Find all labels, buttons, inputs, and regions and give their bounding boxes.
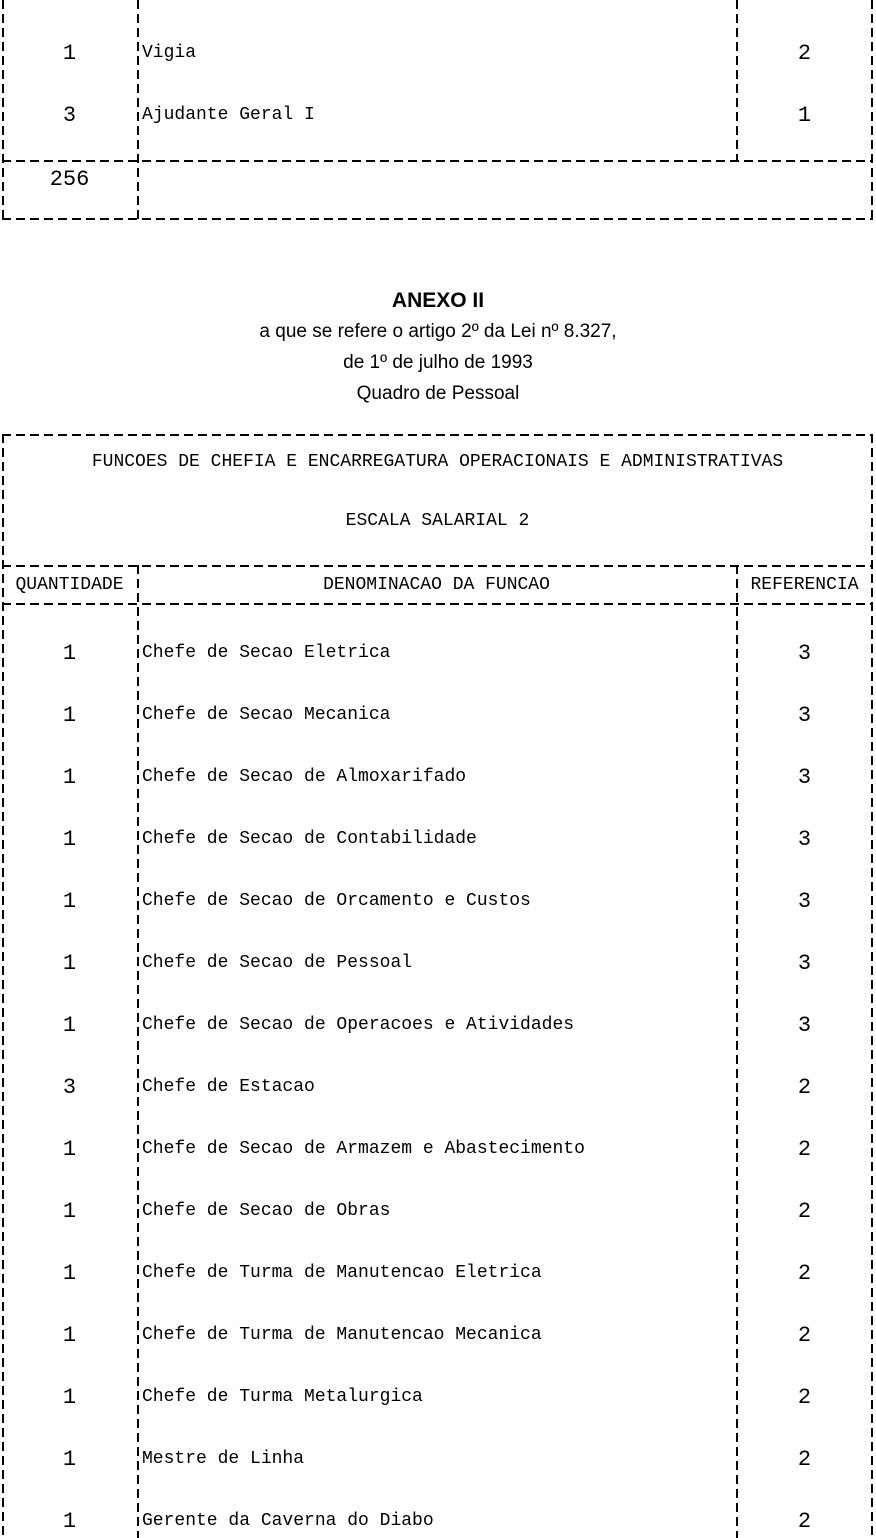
header-row [2,565,873,605]
table-row [2,808,873,870]
quantity-cell: 3 [62,1074,77,1100]
reference-cell: 2 [797,40,812,66]
annex-subtitle: Quadro de Pessoal [356,383,520,404]
table2-top-border [2,434,873,436]
annex-heading [0,285,876,409]
quantity-cell: 1 [62,1260,77,1286]
reference-cell: 2 [797,1074,812,1100]
quantity-cell: 1 [62,1198,77,1224]
quantity-cell: 1 [62,764,77,790]
table-row [2,870,873,932]
reference-cell: 2 [797,1198,812,1224]
denomination-cell: Chefe de Secao de Operacoes e Atividades [142,1015,575,1035]
total-quantity-cell: 256 [49,167,90,192]
table1-total-row-divider [2,160,873,162]
denomination-cell: Chefe de Secao Eletrica [142,643,391,663]
reference-cell: 2 [797,1384,812,1410]
quantity-cell: 1 [62,1136,77,1162]
quantity-cell: 1 [62,1384,77,1410]
quantity-cell: 1 [62,40,77,66]
denomination-cell: Chefe de Secao de Orcamento e Custos [142,891,531,911]
table1-bottom-border [2,218,873,220]
reference-cell: 1 [797,102,812,128]
quantity-cell: 1 [62,640,77,666]
quantity-cell: 1 [62,826,77,852]
reference-cell: 2 [797,1446,812,1472]
table-row [2,1366,873,1428]
denomination-cell: Mestre de Linha [142,1449,305,1469]
reference-cell: 2 [797,1260,812,1286]
table1-body [2,22,873,146]
denomination-cell: Chefe de Secao de Pessoal [142,953,413,973]
reference-cell: 3 [797,702,812,728]
table-row [2,84,873,146]
reference-cell: 3 [797,640,812,666]
denomination-cell: Vigia [142,43,197,63]
quantity-cell: 1 [62,1446,77,1472]
reference-cell: 3 [797,826,812,852]
denomination-cell: Ajudante Geral I [142,105,315,125]
quantity-cell: 1 [62,1012,77,1038]
quantity-cell: 1 [62,888,77,914]
column-header-quantidade: QUANTIDADE [15,575,124,595]
quantity-cell: 3 [62,102,77,128]
table2-body [2,622,873,1538]
reference-cell: 3 [797,950,812,976]
denomination-cell: Gerente da Caverna do Diabo [142,1511,434,1531]
denomination-cell: Chefe de Secao de Armazem e Abastecimento [142,1139,585,1159]
table2-subtitle: ESCALA SALARIAL 2 [345,511,530,531]
denomination-cell: Chefe de Secao Mecanica [142,705,391,725]
annex-date-line: de 1º de julho de 1993 [343,352,533,373]
reference-cell: 3 [797,764,812,790]
column-header-denominacao: DENOMINACAO DA FUNCAO [323,575,550,595]
table-row [2,1490,873,1538]
table-row [2,1304,873,1366]
quantity-cell: 1 [62,702,77,728]
denomination-cell: Chefe de Secao de Contabilidade [142,829,477,849]
table-row [2,1056,873,1118]
table-row [2,1428,873,1490]
table2-title: FUNCOES DE CHEFIA E ENCARREGATURA OPERACIONAIS E ADMINISTRATIVAS [91,452,784,472]
annex-reference-line: a que se refere o artigo 2º da Lei nº 8.327, [259,321,617,342]
table-row [2,932,873,994]
table-row [2,1242,873,1304]
table-row [2,1118,873,1180]
denomination-cell: Chefe de Turma de Manutencao Mecanica [142,1325,542,1345]
denomination-cell: Chefe de Estacao [142,1077,315,1097]
table-row [2,622,873,684]
table-row [2,994,873,1056]
quantity-cell: 1 [62,950,77,976]
denomination-cell: Chefe de Secao de Almoxarifado [142,767,467,787]
quantity-cell: 1 [62,1322,77,1348]
reference-cell: 2 [797,1322,812,1348]
table-row [2,684,873,746]
annex-title: ANEXO II [391,289,485,312]
reference-cell: 2 [797,1508,812,1534]
reference-cell: 3 [797,888,812,914]
table-row [2,22,873,84]
denomination-cell: Chefe de Turma Metalurgica [142,1387,423,1407]
table-row [2,746,873,808]
table-row [2,1180,873,1242]
denomination-cell: Chefe de Secao de Obras [142,1201,391,1221]
reference-cell: 3 [797,1012,812,1038]
column-header-referencia: REFERENCIA [750,575,859,595]
quantity-cell: 1 [62,1508,77,1534]
denomination-cell: Chefe de Turma de Manutencao Eletrica [142,1263,542,1283]
reference-cell: 2 [797,1136,812,1162]
table2-header-row [2,565,873,605]
